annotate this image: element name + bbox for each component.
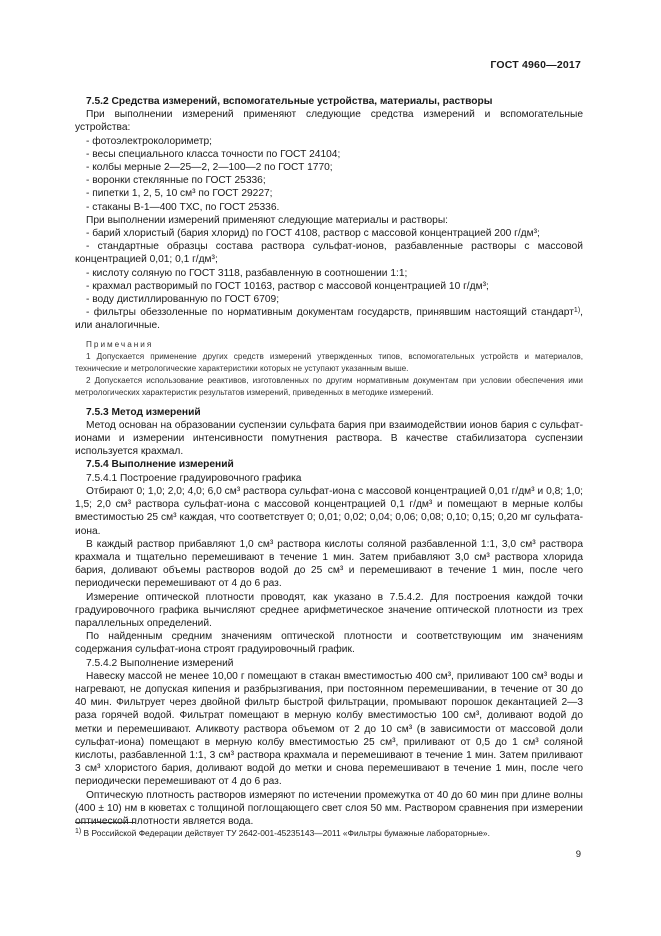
page-number: 9: [575, 849, 581, 860]
paragraph: Навеску массой не менее 10,00 г помещают в стакан вместимостью 400 см³, приливают 100 см³ воды и нагревают, не допуская кипения и разбрызгивания, при постоянном перемешивании, в течение от 30 до 40 мин. Фильтрует через двойной фильтр быстрой фильтрации, промывают порошок декантацией 2—3 раза горячей водой. Фильтрат помещают в мерную колбу вместимостью 100 см³, доливают водой до метки и перемешивают. Аликвоту раствора объемом от 2 до 10 см³ (в зависимости от массовой доли сульфат-иона) помещают в мерную колбу вместимостью 25 см³, приливают от 0,5 до 1 см³ соляной кислоты, разбавленной 1:1, 3 см³ раствора крахмала и перемешивают в течение 1 мин. Затем приливают 3 см³ хлористого бария, доливают водой до метки и снова перемешивают в течение 1 мин, после чего периодически перемешивают от 4 до 6 раз.: [75, 670, 583, 788]
list-item: - воронки стеклянные по ГОСТ 25336;: [86, 175, 266, 187]
note-2: 2 Допускается использование реактивов, изготовленных по другим нормативным документам при условии обеспечения ими метрологических характеристик результатов измерений, приведенных в методике измерений.: [75, 376, 583, 398]
list-item: - стаканы В-1—400 ТХС, по ГОСТ 25336.: [86, 201, 280, 213]
list-item: - стандартные образцы состава раствора сульфат-ионов, разбавленные растворы с массовой концентрацией 0,01; 0,1 г/дм³;: [75, 241, 583, 266]
list-item: - крахмал растворимый по ГОСТ 10163, раствор с массовой концентрацией 10 г/дм³;: [86, 280, 489, 292]
page-body: [75, 95, 583, 828]
subsection-7-5-4-1-heading: 7.5.4.1 Построение градуировочного графика: [86, 472, 302, 484]
paragraph: Отбирают 0; 1,0; 2,0; 4,0; 6,0 см³ раствора сульфат-иона с массовой концентрацией 0,01 г/дм³ и 0,8; 1,0; 1,5; 2,0 см³ раствора сульфат-иона с массовой концентрацией 0,1 г/дм³ и помещают в мерные колбы вместимостью 25 см³ каждая, что соответствует 0; 0,01; 0,02; 0,04; 0,06; 0,08; 0,10; 0,15; 0,20 мг сульфата-иона.: [75, 485, 583, 537]
list-item: - кислоту соляную по ГОСТ 3118, разбавленную в соотношении 1:1;: [86, 267, 408, 279]
filters-tail: , или аналогичные.: [75, 307, 583, 332]
list-item: - пипетки 1, 2, 5, 10 см³ по ГОСТ 29227;: [86, 188, 273, 200]
list-item: - фотоэлектроколориметр;: [86, 135, 213, 147]
materials-intro: При выполнении измерений применяют следующие материалы и растворы:: [86, 214, 448, 226]
notes-title: Примечания: [86, 339, 154, 349]
paragraph: По найденным средним значениям оптической плотности и соответствующим им значениям содержания сульфат-иона строят градуировочный график.: [75, 631, 583, 656]
section-7-5-3-heading: 7.5.3 Метод измерений: [86, 406, 201, 418]
footnote-divider: [75, 822, 135, 823]
paragraph: Оптическую плотность растворов измеряют по истечении промежутка от 40 до 60 мин при длине волны (400 ± 10) нм в кюветах с толщиной поглощающего свет слоя 50 мм. Раствором сравнения при измерении оптической плотности является вода.: [75, 789, 583, 827]
footnote-mark: 1): [75, 828, 82, 835]
footnote: [75, 828, 583, 839]
section-7-5-2-heading: 7.5.2 Средства измерений, вспомогательные устройства, материалы, растворы: [86, 96, 493, 107]
document-id-header: ГОСТ 4960—2017: [490, 59, 581, 71]
footnote-text: В Российской Федерации действует ТУ 2642-001-45235143—2011 «Фильтры бумажные лабораторные».: [81, 828, 490, 838]
instruments-intro: При выполнении измерений применяют следующие средства измерений и вспомогательные устройства:: [75, 109, 583, 134]
paragraph: Измерение оптической плотности проводят, как указано в 7.5.4.2. Для построения каждой точки градуировочного графика вычисляют среднее арифметическое значение оптической плотности из трех параллельных определений.: [75, 591, 583, 629]
note-1: 1 Допускается применение других средств измерений утвержденных типов, вспомогательных устройств и материалов, технические и метрологические характеристики которых не уступают указанным выше.: [75, 351, 583, 374]
list-item-filters: [75, 306, 583, 332]
list-item: - барий хлористый (бария хлорид) по ГОСТ 4108, раствор с массовой концентрацией 200 г/дм³;: [86, 228, 540, 240]
list-item: - воду дистиллированную по ГОСТ 6709;: [86, 294, 280, 306]
footnote-ref: 1): [573, 307, 581, 315]
paragraph: В каждый раствор прибавляют 1,0 см³ раствора кислоты соляной разбавленной 1:1, 3,0 см³ раствора крахмала и тщательно перемешивают в течение 1 мин. Затем прибавляют 3,0 см³ раствора хлорида бария, доливают объемы растворов водой до 25 см³ и перемешивают в течение 1 мин, после чего периодически перемешивают от 4 до 6 раз.: [75, 538, 583, 590]
list-item: - колбы мерные 2—25—2, 2—100—2 по ГОСТ 1770;: [86, 162, 333, 174]
subsection-7-5-4-2-heading: 7.5.4.2 Выполнение измерений: [86, 657, 234, 669]
method-paragraph: Метод основан на образовании суспензии сульфата бария при взаимодействии ионов бария с сульфат-ионами и измерении интенсивности помутнения раствора. В качестве стабилизатора суспензии используется крахмал.: [75, 419, 583, 458]
notes-block: [75, 339, 583, 400]
filters-text: - фильтры обеззоленные по нормативным документам государств, принявшим настоящий стандарт: [86, 307, 574, 319]
list-item: - весы специального класса точности по ГОСТ 24104;: [86, 148, 341, 160]
section-7-5-4-heading: 7.5.4 Выполнение измерений: [86, 459, 234, 471]
